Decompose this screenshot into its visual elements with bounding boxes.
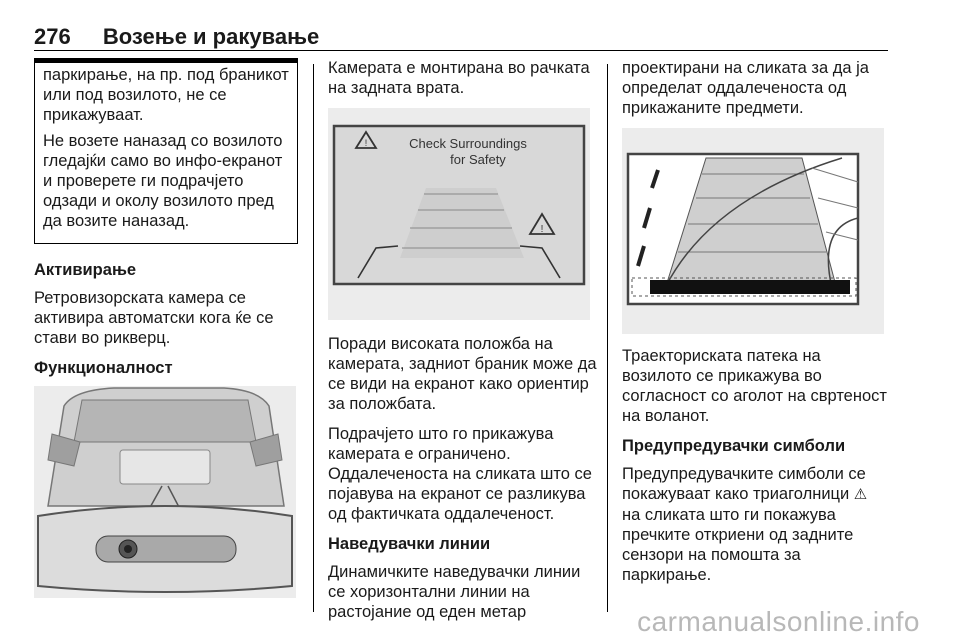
warning-triangle-icon: ⚠ xyxy=(853,486,868,503)
trajectory-paragraph: Траекториската патека на возилото се прикажува во согласност со аголот на свртеност на воланот. xyxy=(622,347,887,425)
projection-paragraph: проектирани на сликата за да ја определат оддалеченоста од прикажаните предмети. xyxy=(622,59,869,117)
warning-symbols-paragraph xyxy=(622,464,890,585)
header-rule xyxy=(34,50,888,51)
warning-text-before: Предупредувачките симболи се покажуваат како триаголници xyxy=(622,465,866,503)
warning-note-box xyxy=(34,58,298,244)
svg-text:!: ! xyxy=(364,138,368,148)
column-divider-1 xyxy=(313,64,314,612)
guidelines-paragraph: Динамичките наведувачки линии се хоризонтални линии на растојание од еден метар xyxy=(328,563,581,621)
heading-warning-symbols: Предупредувачки симболи xyxy=(622,437,846,455)
page-title: Возење и ракување xyxy=(102,24,320,49)
page-number: 276 xyxy=(34,24,71,49)
column-3 xyxy=(622,58,890,595)
page-header xyxy=(34,24,319,50)
warning-text-after: на сликата што ги покажува пречките откриени од задните сензори на помошта за паркирање. xyxy=(622,506,854,584)
column-2 xyxy=(328,58,598,632)
trajectory-guidelines-illustration xyxy=(622,128,884,334)
note-paragraph-2: Не возете наназад со возилото гледајќи само во инфо-екранот и проверете ги подрачјето одзади и околу возилото пред да возите наназад. xyxy=(43,132,283,230)
rear-camera-screen-illustration xyxy=(328,108,590,320)
heading-function: Функционалност xyxy=(34,359,173,377)
camera-mount-paragraph: Камерата е монтирана во рачката на задната врата. xyxy=(328,59,590,97)
camera-area-paragraph: Подрачјето што го прикажува камерата е ограничено. Оддалеченоста на сликата што се појавува на екранот се разликува од фактичката оддалеченост. xyxy=(328,425,592,523)
screen-warning-line2: for Safety xyxy=(450,152,506,167)
heading-activation: Активирање xyxy=(34,261,137,279)
watermark: carmanualsonline.info xyxy=(637,606,920,637)
note-paragraph-1: паркирање, на пр. под браникот или под возилото, не се прикажуваат. xyxy=(43,66,289,124)
activation-paragraph: Ретровизорската камера се активира автоматски кога ќе се стави во рикверц. xyxy=(34,289,274,347)
column-divider-2 xyxy=(607,64,608,612)
column-1 xyxy=(34,58,298,598)
screen-warning-line1: Check Surroundings xyxy=(409,136,527,151)
rear-camera-location-illustration xyxy=(34,386,296,598)
svg-text:!: ! xyxy=(540,224,544,235)
heading-guidelines: Наведувачки линии xyxy=(328,535,491,553)
bumper-visibility-paragraph: Поради високата положба на камерата, задниот браник може да се види на екранот како ориентир за положбата. xyxy=(328,335,597,413)
